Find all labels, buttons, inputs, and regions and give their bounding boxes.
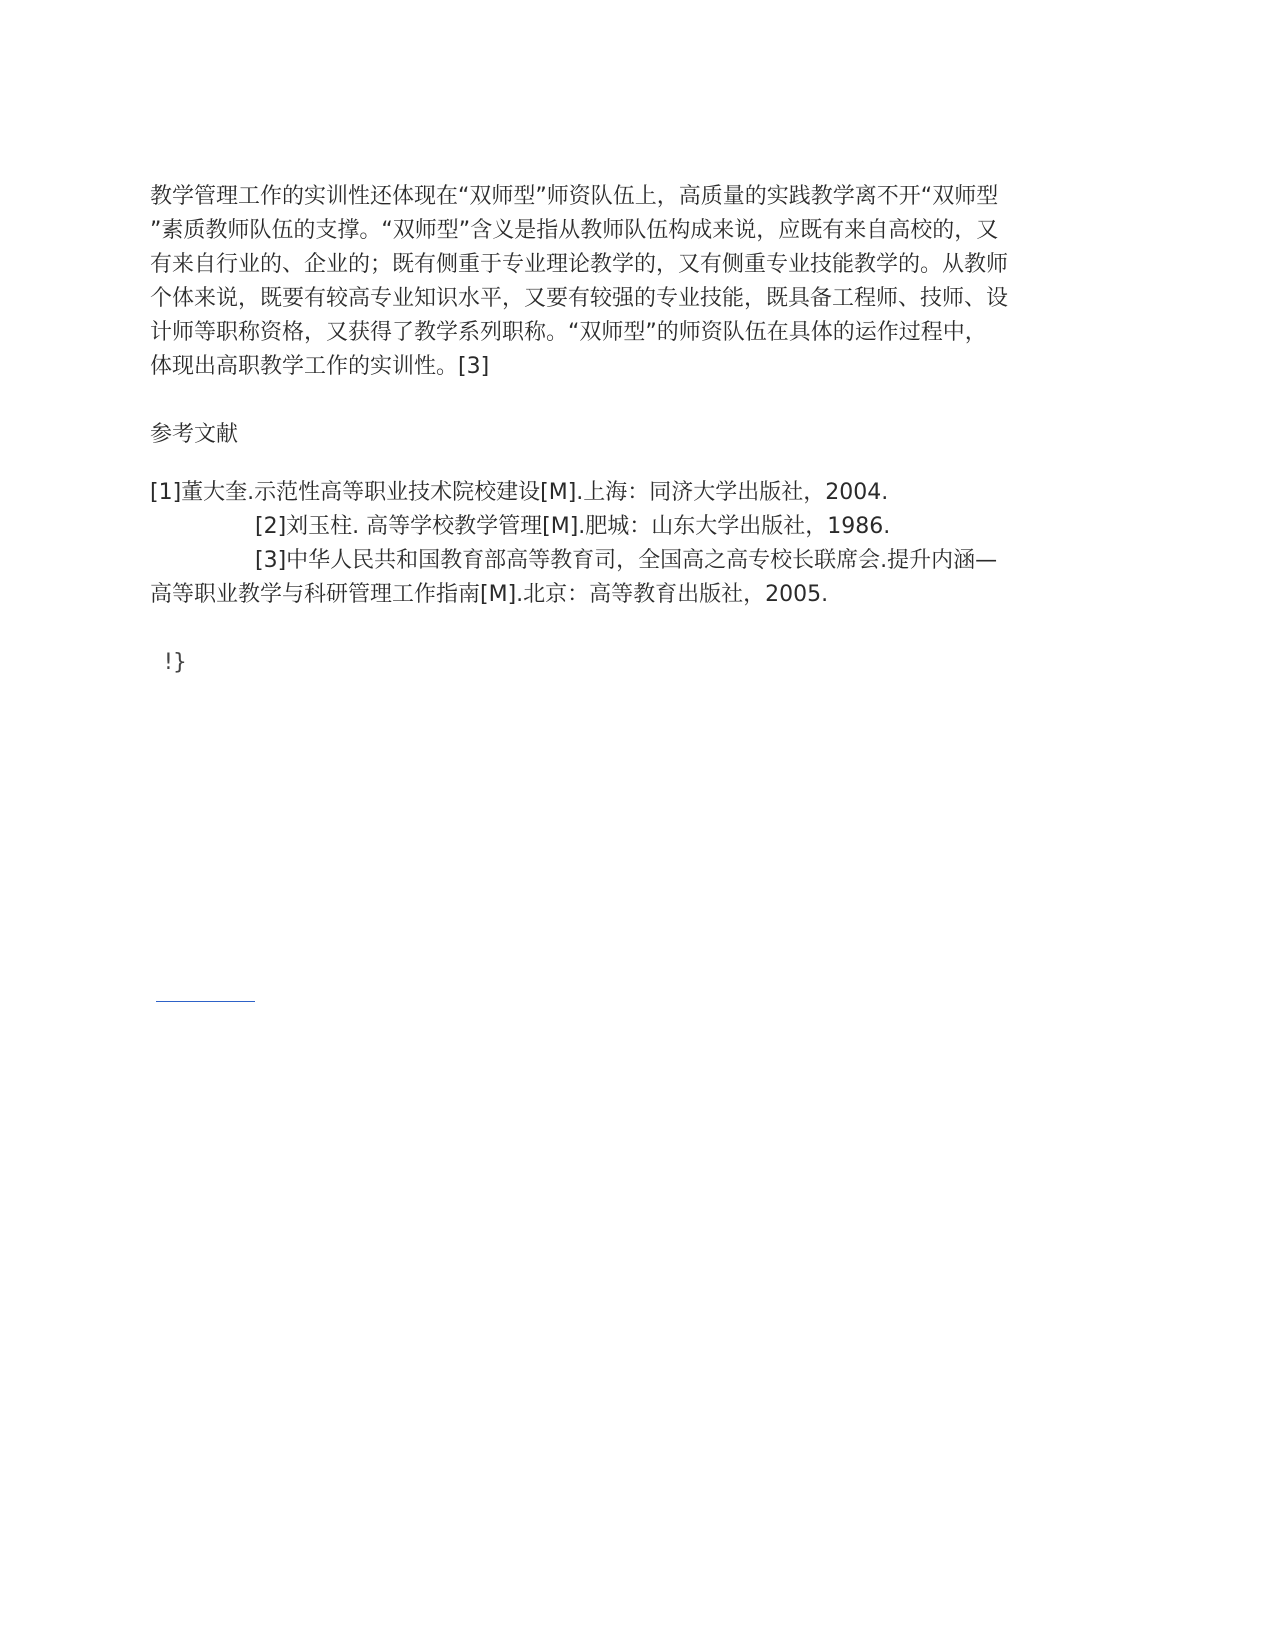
references-heading: 参考文献 [150,422,239,447]
reference-item-3-continued: 高等职业教学与科研管理工作指南[M].北京：高等教育出版社，2005. [150,582,829,607]
paragraph-line-1: 教学管理工作的实训性还体现在“双师型”师资队伍上，高质量的实践教学离不开“双师型 [150,184,999,209]
reference-item-3: [3]中华人民共和国教育部高等教育司，全国高之高专校长联席会.提升内涵— [255,548,998,573]
stray-text: !} [164,650,187,675]
paragraph-line-2: ”素质教师队伍的支撑。“双师型”含义是指从教师队伍构成来说，应既有来自高校的，又 [150,218,999,243]
paragraph-line-6: 体现出高职教学工作的实训性。[3] [150,354,490,379]
paragraph-line-4: 个体来说，既要有较高专业知识水平，又要有较强的专业技能，既具备工程师、技师、设 [150,286,1009,311]
paragraph-line-3: 有来自行业的、企业的；既有侧重于专业理论教学的，又有侧重专业技能教学的。从教师 [150,252,1009,277]
reference-item-1: [1]董大奎.示范性高等职业技术院校建设[M].上海：同济大学出版社，2004. [150,480,889,505]
footnote-separator [156,1001,255,1002]
reference-item-2: [2]刘玉柱. 高等学校教学管理[M].肥城：山东大学出版社，1986. [255,514,891,539]
paragraph-line-5: 计师等职称资格，又获得了教学系列职称。“双师型”的师资队伍在具体的运作过程中， [150,320,987,345]
